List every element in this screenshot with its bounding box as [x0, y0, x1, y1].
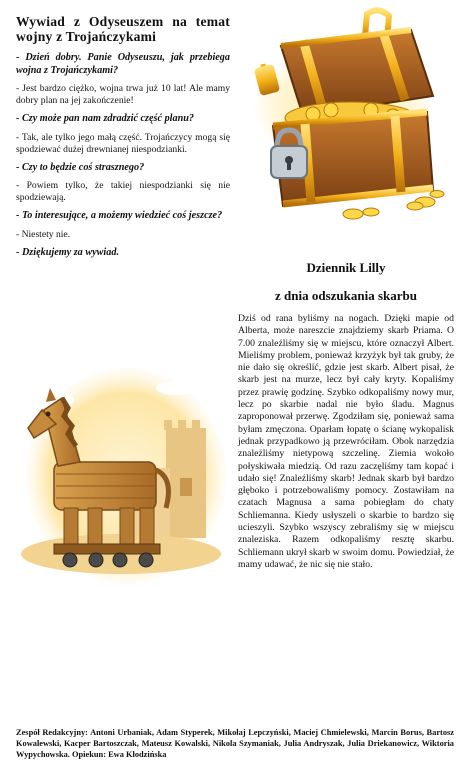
interview-question: - Czy to będzie coś strasznego? — [16, 161, 145, 173]
interview-title: Wywiad z Odyseuszem na temat wojny z Trojańczykami — [16, 14, 230, 44]
interview-question: - Dziękujemy za wywiad. — [16, 246, 119, 258]
diary-title: Dziennik Lilly — [306, 260, 386, 275]
interview-column — [16, 14, 230, 265]
interview-question: - Czy może pan nam zdradzić część planu? — [16, 113, 195, 124]
interview-answer: - Jest bardzo ciężko, wojna trwa już 10 lat! Ale mamy dobry plan na jej zakończenie! — [16, 83, 230, 106]
diary-subtitle: z dnia odszukania skarbu — [275, 288, 417, 303]
editorial-team-credits: Zespół Redakcyjny: Antoni Urbaniak, Adam Styperek, Mikołaj Lepczyński, Maciej Chmielewski, Marcin Borus, Bartosz Kowalewski, Kacper Bartoszczak, Mateusz Kowalski, Nikola Szymaniak, Julia Andryszak, Julia Driekanowicz, Wiktoria Wypychowska. Opiekun: Ewa Kłodzińska — [16, 728, 454, 760]
interview-answer: - Niestety nie. — [16, 228, 71, 240]
interview-answer: - Powiem tylko, że takiej niespodzianki się nie spodziewają. — [16, 180, 230, 203]
interview-question: - Dzień dobry. Panie Odyseuszu, jak przebiega wojna z Trojańczykami? — [16, 52, 230, 76]
treasure-chest-image — [243, 6, 448, 224]
interview-answer: - Tak, ale tylko jego małą część. Trojańczycy mogą się spodziewać dużej drewnianej niespodzianki. — [16, 131, 230, 155]
diary-body: Dziś od rana byliśmy na nogach. Dzięki mapie od Alberta, może nareszcie znajdziemy skarb Priama. O 7.00 znaleźliśmy się w miejscu, które oznaczył Albert. Mieliśmy problem, ponieważ krzyżyk był tak gruby, że nie dało się określić, gdzie jest skarb. Albert pisał, że skarb jest na murze, lecz był cały kryty. Kopaliśmy przez prawię godzinę. Szybko odkopaliśmy nowy mur, lecz po skarbie nadal nie było śladu. Magnus zaproponował przerwę. Zgodziłam się, ponieważ sama byłam zmęczona. Oparłam łopatę o ścianę wykopalisk jednak przypadkowo ją przewróciłam. Obok narzędzia znaleźliśmy nietypową szczelinę. Ziemia wokoło połyskiwała miedzią. Od razu zaczęliśmy tam kopać i udało się! Znaleźliśmy skarb! Jednak skarb był bardzo głęboko i potrzebowaliśmy pomocy. Zostawiłam na czatach Magnusa a sama pobiegłam do chaty Schliemanna. Kiedy usłyszeli o skarbie to bardzo się ucieszyli. Szybko wszyscy zebraliśmy się w miejscu znaleziska. Razem odkopaliśmy resztę skarbu. Schliemann ukrył skarb w swoim domu. Powiedział, że mamy udawać, że nic się nie stało. — [238, 313, 454, 570]
interview-question: - To interesujące, a możemy wiedzieć coś jeszcze? — [16, 210, 223, 221]
interview-qa — [16, 52, 230, 259]
trojan-horse-image — [16, 358, 226, 588]
